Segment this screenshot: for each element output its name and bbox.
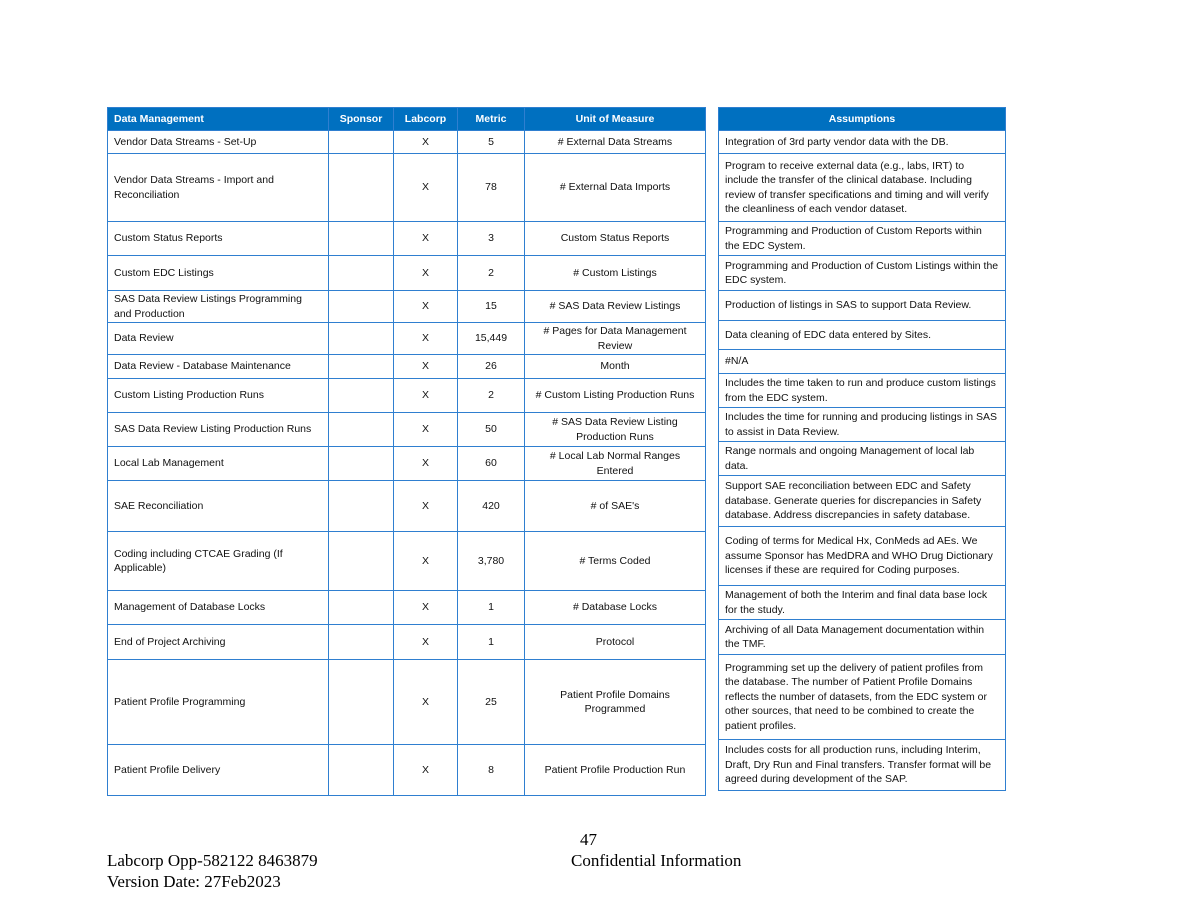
table-row — [719, 256, 1006, 291]
row-name: Data Review — [108, 323, 329, 355]
sponsor-cell — [329, 532, 394, 591]
assumption-cell: Includes costs for all production runs, including Interim, Draft, Dry Run and Final transfers. Transfer format will be agreed during development of the SAP. — [719, 740, 1006, 791]
row-name: SAS Data Review Listings Programming and Production — [108, 291, 329, 323]
table-row — [719, 655, 1006, 740]
row-name: Custom Status Reports — [108, 222, 329, 256]
table-row — [719, 374, 1006, 408]
assumption-cell: Includes the time for running and producing listings in SAS to assist in Data Review. — [719, 408, 1006, 442]
labcorp-cell: X — [394, 291, 458, 323]
row-name: End of Project Archiving — [108, 625, 329, 660]
row-name: Custom Listing Production Runs — [108, 379, 329, 413]
table-row — [719, 586, 1006, 620]
table-row — [108, 481, 706, 532]
table-row — [719, 321, 1006, 350]
labcorp-cell: X — [394, 131, 458, 154]
table-row — [719, 154, 1006, 222]
metric-cell: 2 — [458, 256, 525, 291]
assumption-cell: Integration of 3rd party vendor data with the DB. — [719, 131, 1006, 154]
table-row — [108, 131, 706, 154]
unit-cell: # Terms Coded — [525, 532, 706, 591]
table-row — [719, 620, 1006, 655]
assumption-cell: Program to receive external data (e.g., labs, IRT) to include the transfer of the clinical database. Including review of transfer specifications and timing and will verify the cleanliness of each vendor dataset. — [719, 154, 1006, 222]
sponsor-cell — [329, 660, 394, 745]
row-name: Management of Database Locks — [108, 591, 329, 625]
unit-cell: # Database Locks — [525, 591, 706, 625]
header-data-management: Data Management — [108, 108, 329, 131]
table-row — [719, 476, 1006, 527]
table-row — [719, 222, 1006, 256]
table-row — [719, 291, 1006, 321]
row-name: Vendor Data Streams - Import and Reconciliation — [108, 154, 329, 222]
labcorp-cell: X — [394, 413, 458, 447]
assumption-cell: Production of listings in SAS to support Data Review. — [719, 291, 1006, 321]
row-name: Patient Profile Delivery — [108, 745, 329, 796]
sponsor-cell — [329, 447, 394, 481]
labcorp-cell: X — [394, 591, 458, 625]
table-row — [108, 222, 706, 256]
assumption-cell: Management of both the Interim and final data base lock for the study. — [719, 586, 1006, 620]
table-row — [108, 745, 706, 796]
table-row — [719, 527, 1006, 586]
table-row — [719, 408, 1006, 442]
table-row — [719, 350, 1006, 374]
sponsor-cell — [329, 481, 394, 532]
row-name: Data Review - Database Maintenance — [108, 355, 329, 379]
confidential-label: Confidential Information — [571, 851, 742, 870]
labcorp-cell: X — [394, 323, 458, 355]
doc-id: Labcorp Opp-582122 8463879 — [107, 851, 318, 870]
header-sponsor: Sponsor — [329, 108, 394, 131]
unit-cell: # Custom Listing Production Runs — [525, 379, 706, 413]
row-name: SAE Reconciliation — [108, 481, 329, 532]
table-row — [108, 591, 706, 625]
unit-cell: # SAS Data Review Listings — [525, 291, 706, 323]
sponsor-cell — [329, 256, 394, 291]
sponsor-cell — [329, 591, 394, 625]
unit-cell: Patient Profile Production Run — [525, 745, 706, 796]
assumption-cell: Programming and Production of Custom Reports within the EDC System. — [719, 222, 1006, 256]
table-row — [108, 355, 706, 379]
table-row — [108, 447, 706, 481]
table-row — [108, 323, 706, 355]
row-name: Vendor Data Streams - Set-Up — [108, 131, 329, 154]
labcorp-cell: X — [394, 532, 458, 591]
unit-cell: Patient Profile Domains Programmed — [525, 660, 706, 745]
row-name: Custom EDC Listings — [108, 256, 329, 291]
table-row — [719, 131, 1006, 154]
header-labcorp: Labcorp — [394, 108, 458, 131]
sponsor-cell — [329, 222, 394, 256]
table-row — [108, 379, 706, 413]
metric-cell: 1 — [458, 591, 525, 625]
row-name: SAS Data Review Listing Production Runs — [108, 413, 329, 447]
metric-cell: 420 — [458, 481, 525, 532]
labcorp-cell: X — [394, 222, 458, 256]
table-row — [719, 442, 1006, 476]
table-row — [108, 532, 706, 591]
sponsor-cell — [329, 154, 394, 222]
sponsor-cell — [329, 413, 394, 447]
sponsor-cell — [329, 355, 394, 379]
assumptions-table — [718, 107, 1006, 791]
page-number: 47 — [580, 830, 597, 849]
table-header-row — [108, 108, 706, 131]
sponsor-cell — [329, 131, 394, 154]
sponsor-cell — [329, 625, 394, 660]
version-date: Version Date: 27Feb2023 — [107, 872, 281, 891]
sponsor-cell — [329, 379, 394, 413]
unit-cell: Protocol — [525, 625, 706, 660]
table-header-row — [719, 108, 1006, 131]
labcorp-cell: X — [394, 625, 458, 660]
labcorp-cell: X — [394, 660, 458, 745]
metric-cell: 2 — [458, 379, 525, 413]
table-row — [108, 625, 706, 660]
assumption-cell: Programming set up the delivery of patient profiles from the database. The number of Patient Profile Domains reflects the number of datasets, from the EDC system or other sources, that need to be combined to create the patient profiles. — [719, 655, 1006, 740]
assumption-cell: Range normals and ongoing Management of local lab data. — [719, 442, 1006, 476]
sponsor-cell — [329, 745, 394, 796]
header-unit-of-measure: Unit of Measure — [525, 108, 706, 131]
unit-cell: # Pages for Data Management Review — [525, 323, 706, 355]
row-name: Patient Profile Programming — [108, 660, 329, 745]
assumption-cell: Programming and Production of Custom Listings within the EDC system. — [719, 256, 1006, 291]
unit-cell: # of SAE's — [525, 481, 706, 532]
unit-cell: # External Data Imports — [525, 154, 706, 222]
labcorp-cell: X — [394, 745, 458, 796]
unit-cell: # External Data Streams — [525, 131, 706, 154]
assumption-cell: Coding of terms for Medical Hx, ConMeds ad AEs. We assume Sponsor has MedDRA and WHO Drug Dictionary licenses if these are required for Coding purposes. — [719, 527, 1006, 586]
metric-cell: 50 — [458, 413, 525, 447]
metric-cell: 78 — [458, 154, 525, 222]
table-row — [719, 740, 1006, 791]
header-assumptions: Assumptions — [719, 108, 1006, 131]
unit-cell: # Custom Listings — [525, 256, 706, 291]
unit-cell: # SAS Data Review Listing Production Runs — [525, 413, 706, 447]
table-row — [108, 256, 706, 291]
metric-cell: 8 — [458, 745, 525, 796]
sponsor-cell — [329, 291, 394, 323]
assumption-cell: Support SAE reconciliation between EDC and Safety database. Generate queries for discrepancies in Safety database. Address discrepancies in safety database. — [719, 476, 1006, 527]
sponsor-cell — [329, 323, 394, 355]
unit-cell: Custom Status Reports — [525, 222, 706, 256]
assumption-cell: Includes the time taken to run and produce custom listings from the EDC system. — [719, 374, 1006, 408]
metric-cell: 15 — [458, 291, 525, 323]
assumption-cell: #N/A — [719, 350, 1006, 374]
table-row — [108, 154, 706, 222]
labcorp-cell: X — [394, 447, 458, 481]
row-name: Coding including CTCAE Grading (If Applicable) — [108, 532, 329, 591]
labcorp-cell: X — [394, 379, 458, 413]
data-management-table — [107, 107, 706, 796]
metric-cell: 3,780 — [458, 532, 525, 591]
labcorp-cell: X — [394, 256, 458, 291]
row-name: Local Lab Management — [108, 447, 329, 481]
labcorp-cell: X — [394, 154, 458, 222]
table-row — [108, 660, 706, 745]
metric-cell: 15,449 — [458, 323, 525, 355]
table-row — [108, 291, 706, 323]
unit-cell: # Local Lab Normal Ranges Entered — [525, 447, 706, 481]
labcorp-cell: X — [394, 355, 458, 379]
assumption-cell: Archiving of all Data Management documentation within the TMF. — [719, 620, 1006, 655]
metric-cell: 3 — [458, 222, 525, 256]
table-row — [108, 413, 706, 447]
metric-cell: 26 — [458, 355, 525, 379]
header-metric: Metric — [458, 108, 525, 131]
assumption-cell: Data cleaning of EDC data entered by Sites. — [719, 321, 1006, 350]
labcorp-cell: X — [394, 481, 458, 532]
metric-cell: 1 — [458, 625, 525, 660]
metric-cell: 25 — [458, 660, 525, 745]
metric-cell: 60 — [458, 447, 525, 481]
unit-cell: Month — [525, 355, 706, 379]
metric-cell: 5 — [458, 131, 525, 154]
